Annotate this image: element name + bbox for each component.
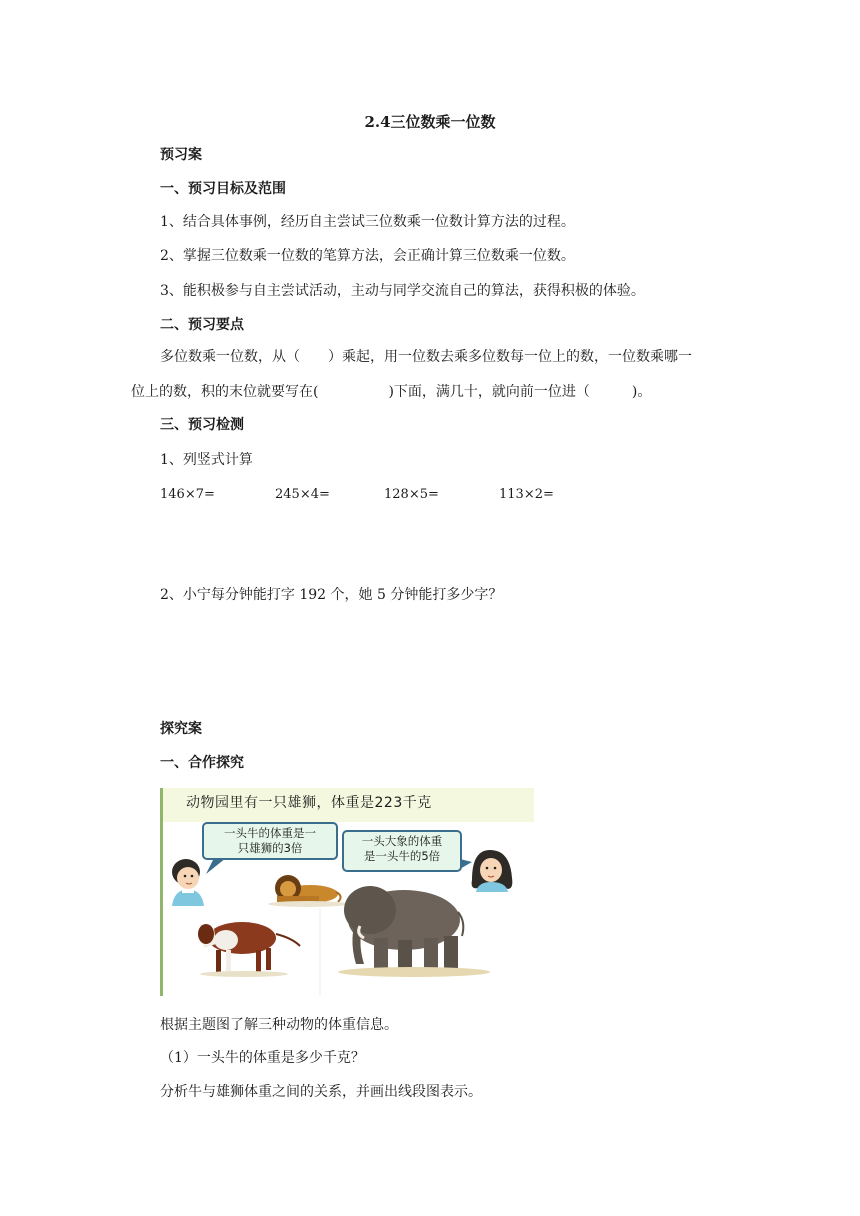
points-line-1: 多位数乘一位数，从（ ）乘起，用一位数去乘多位数每一位上的数，一位数乘哪一 bbox=[160, 349, 692, 365]
preview-goals-heading: 一、预习目标及范围 bbox=[160, 181, 286, 197]
explore-text-3: 分析牛与雄狮体重之间的关系，并画出线段图表示。 bbox=[160, 1084, 482, 1100]
girl-figure bbox=[472, 850, 513, 892]
check-question-1: 1、列竖式计算 bbox=[160, 452, 253, 468]
calc-item-1: 146×7= bbox=[160, 487, 215, 502]
speech-bubble-cow bbox=[202, 822, 338, 860]
lion-figure bbox=[268, 875, 348, 907]
explore-heading: 探究案 bbox=[160, 721, 202, 737]
illustration-drawing bbox=[160, 788, 534, 996]
illustration-caption: 动物园里有一只雄狮，体重是223千克 bbox=[186, 795, 432, 811]
zoo-illustration bbox=[160, 788, 534, 996]
check-question-2: 2、小宁每分钟能打字 192 个，她 5 分钟能打多少字？ bbox=[160, 587, 503, 603]
preview-points-heading: 二、预习要点 bbox=[160, 317, 244, 333]
cow-figure bbox=[198, 922, 300, 977]
explore-text-2: （1）一头牛的体重是多少千克？ bbox=[160, 1050, 365, 1066]
bubble-elephant-line-1: 一头大象的体重 bbox=[361, 834, 443, 848]
preview-check-heading: 三、预习检测 bbox=[160, 417, 244, 433]
points-line-2: 位上的数，积的末位就要写在( )下面，满几十，就向前一位进（ )。 bbox=[131, 384, 652, 400]
bubble-elephant-line-2: 是一头牛的5倍 bbox=[363, 849, 441, 863]
calc-item-2: 245×4= bbox=[275, 487, 330, 502]
speech-bubble-elephant bbox=[342, 830, 462, 872]
page-title: 2.4三位数乘一位数 bbox=[364, 113, 496, 131]
cooperation-heading: 一、合作探究 bbox=[160, 755, 244, 771]
calc-item-4: 113×2= bbox=[499, 487, 554, 502]
explore-text-1: 根据主题图了解三种动物的体重信息。 bbox=[160, 1017, 398, 1033]
goal-item-2: 2、掌握三位数乘一位数的笔算方法，会正确计算三位数乘一位数。 bbox=[160, 248, 575, 264]
goal-item-3: 3、能积极参与自主尝试活动，主动与同学交流自己的算法，获得积极的体验。 bbox=[160, 283, 645, 299]
elephant-figure bbox=[338, 886, 490, 977]
bubble-cow-line-1: 一头牛的体重是一 bbox=[224, 826, 316, 840]
calc-item-3: 128×5= bbox=[384, 487, 439, 502]
goal-item-1: 1、结合具体事例，经历自主尝试三位数乘一位数计算方法的过程。 bbox=[160, 214, 575, 230]
preview-heading: 预习案 bbox=[160, 147, 202, 163]
bubble-cow-line-2: 只雄狮的3倍 bbox=[237, 841, 303, 855]
boy-figure bbox=[172, 859, 204, 906]
